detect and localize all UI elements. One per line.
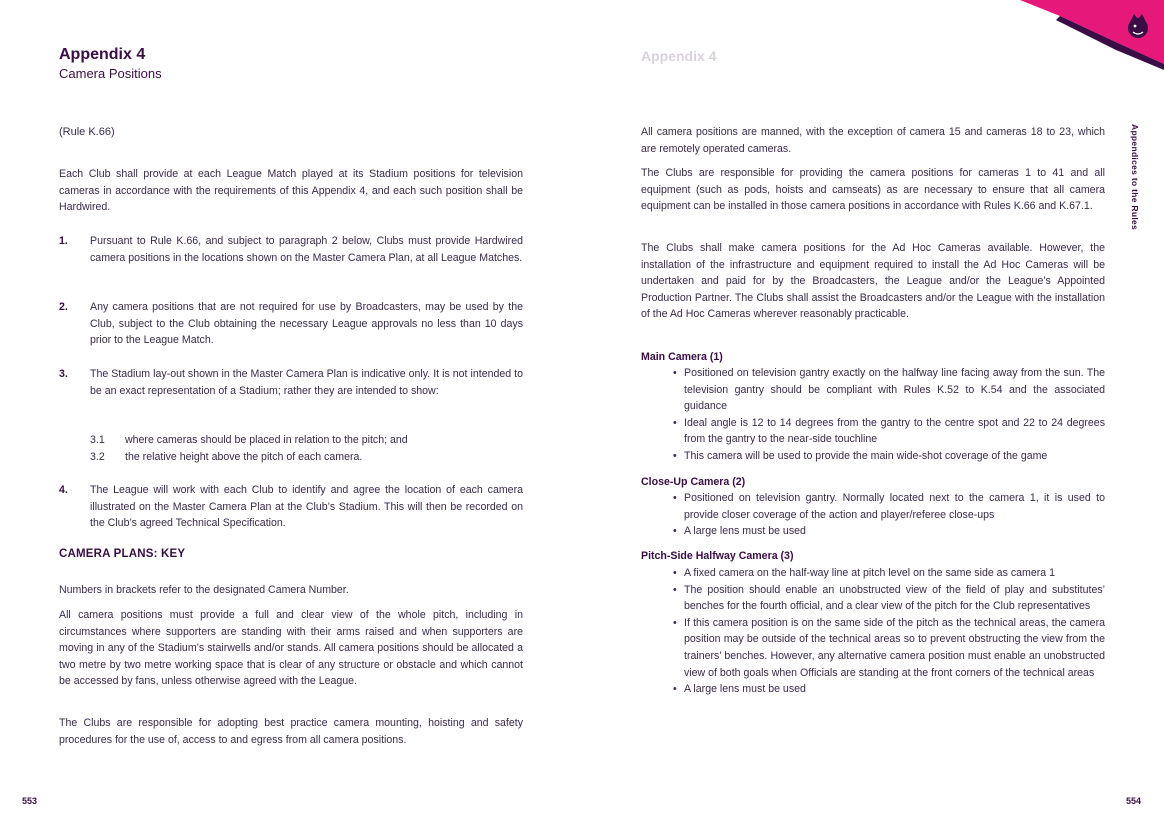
sub-item-number: 3.2 xyxy=(90,451,105,463)
page-subtitle: Camera Positions xyxy=(59,66,162,81)
numbered-item-4 xyxy=(59,482,523,532)
numbered-item-3 xyxy=(59,366,523,416)
corner-brand-graphic xyxy=(1020,0,1164,70)
list-item: • Positioned on television gantry exactly on the halfway line facing away from the sun. The television gantry should be compliant with Rules K.52 to K.54 and the associated guidance xyxy=(673,365,1105,415)
list-item: • The position should enable an unobstructed view of the field of play and substitutes’ benches for the fourth official, and a clear view of the pitch for the Club representatives xyxy=(673,582,1105,615)
right-paragraph-3: The Clubs shall make camera positions for the Ad Hoc Cameras available. However, the installation of the infrastructure and equipment required to install the Ad Hoc Cameras will be undertaken and paid for by the Broadcasters, the League and/or the League’s Appointed Production Partner. The Clubs shall assist the Broadcasters and/or the League with the installation of the Ad Hoc Cameras wherever reasonably practicable. xyxy=(641,242,1105,321)
key-paragraph-3: The Clubs are responsible for adopting best practice camera mounting, hoisting and safety procedures for the use of, access to and egress from all camera positions. xyxy=(59,717,523,746)
item-number: 1. xyxy=(59,235,68,247)
page-title: Appendix 4 xyxy=(59,46,146,63)
camera-heading-main: Main Camera (1) xyxy=(641,351,723,363)
camera-heading-pitch-side: Pitch-Side Halfway Camera (3) xyxy=(641,550,794,562)
side-section-label: Appendices to the Rules xyxy=(1130,124,1140,231)
intro-paragraph: Each Club shall provide at each League Match played at its Stadium positions for television cameras in accordance with the requirements of this Appendix 4, and each such position shall be Hardwired. xyxy=(59,168,523,214)
page-number-right: 554 xyxy=(1126,796,1142,806)
item-text: Any camera positions that are not required for use by Broadcasters, may be used by the Club, subject to the Club obtaining the necessary League approvals no less than 10 days prior to the League Match. xyxy=(90,301,523,347)
sub-item-text: where cameras should be placed in relation to the pitch; and xyxy=(125,434,408,446)
camera-plans-key-heading: CAMERA PLANS: KEY xyxy=(59,548,186,560)
key-paragraph-2: All camera positions must provide a full and clear view of the whole pitch, including in circumstances where supporters are standing with their arms raised and when supporters are moving in any of the Stadium’s stairwells and/or stands. All camera positions should be allocated a two metre by two metre working space that is clear of any structure or obstacle and which cannot be accessed by fans, unless otherwise agreed with the League. xyxy=(59,609,523,688)
item-text: The League will work with each Club to identify and agree the location of each camera illustrated on the Master Camera Plan at the Club’s Stadium. This will then be recorded on the Club’s agreed Technical Specification. xyxy=(90,484,523,530)
camera-heading-close-up: Close-Up Camera (2) xyxy=(641,476,746,488)
camera-bullets-close-up xyxy=(673,490,1105,540)
item-text: The Stadium lay-out shown in the Master Camera Plan is indicative only. It is not intended to be an exact representation of a Stadium; rather they are intended to show: xyxy=(90,368,523,397)
list-item: • Ideal angle is 12 to 14 degrees from the gantry to the centre spot and 22 to 24 degrees from the gantry to the near-side touchline xyxy=(673,415,1105,448)
camera-bullets-pitch-side xyxy=(673,565,1105,698)
list-item: • A large lens must be used xyxy=(673,681,1105,698)
sub-item-number: 3.1 xyxy=(90,434,105,446)
camera-bullets-main xyxy=(673,365,1105,465)
list-item: • A large lens must be used xyxy=(673,523,1105,540)
right-page-title: Appendix 4 xyxy=(641,48,717,64)
list-item: • If this camera position is on the same side of the pitch as the technical areas, the camera position may be outside of the technical areas so to prevent obstructing the view from the trainers’ benches. However, any alternative camera position must enable an unobstructed view of both goals when Officials are standing at the front corners of the technical areas xyxy=(673,615,1105,681)
item-number: 3. xyxy=(59,368,68,380)
sub-item-3-1 xyxy=(90,432,408,449)
page-number-left: 553 xyxy=(22,796,38,806)
key-paragraph-1: Numbers in brackets refer to the designated Camera Number. xyxy=(59,584,349,596)
right-paragraph-2: The Clubs are responsible for providing the camera positions for cameras 1 to 41 and all equipment (such as pods, hoists and camseats) as are necessary to ensure that all camera equipment can be installed in those camera positions in accordance with Rules K.66 and K.67.1. xyxy=(641,167,1105,213)
list-item: • Positioned on television gantry. Normally located next to the camera 1, it is used to provide closer coverage of the action and player/referee close-ups xyxy=(673,490,1105,523)
item-text: Pursuant to Rule K.66, and subject to paragraph 2 below, Clubs must provide Hardwired camera positions in the locations shown on the Master Camera Plan, at all League Matches. xyxy=(90,235,523,264)
numbered-item-2 xyxy=(59,299,523,349)
sub-item-3-2 xyxy=(90,449,362,466)
right-paragraph-1: All camera positions are manned, with the exception of camera 15 and cameras 18 to 23, which are remotely operated cameras. xyxy=(641,126,1105,155)
list-item: • This camera will be used to provide the main wide-shot coverage of the game xyxy=(673,448,1105,465)
rule-reference: (Rule K.66) xyxy=(59,126,115,138)
item-number: 2. xyxy=(59,301,68,313)
item-number: 4. xyxy=(59,484,68,496)
numbered-item-1 xyxy=(59,233,523,283)
list-item: • A fixed camera on the half-way line at pitch level on the same side as camera 1 xyxy=(673,565,1105,582)
sub-item-text: the relative height above the pitch of each camera. xyxy=(125,451,363,463)
